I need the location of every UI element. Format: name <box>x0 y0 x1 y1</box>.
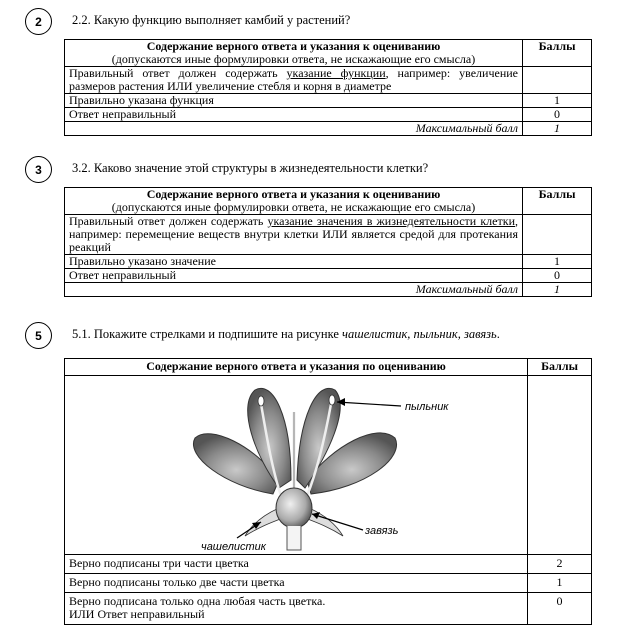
table-row <box>65 108 592 122</box>
figure-cell <box>65 376 528 555</box>
points-cell <box>528 376 592 555</box>
header-title: Содержание верного ответа и указания к оцениванию <box>146 39 441 53</box>
table-row <box>65 593 592 625</box>
table-header-row <box>65 40 592 67</box>
answer-text: Правильный ответ должен содержать <box>69 214 268 228</box>
table-header-content <box>65 40 523 67</box>
table-row <box>65 67 592 94</box>
criterion-cell: Верно подписаны три части цветка <box>65 555 528 574</box>
criterion-cell: Ответ неправильный <box>65 108 523 122</box>
criterion-cell: Ответ неправильный <box>65 269 523 283</box>
max-score-value: 1 <box>523 283 592 297</box>
answer-text: , например: перемещение веществ внутри клетки ИЛИ является средой для протекания реакций <box>69 214 518 254</box>
question-text <box>72 327 500 342</box>
question-prefix: 5.1. Покажите стрелками и подпишите на рисунке <box>72 327 343 341</box>
points-cell <box>523 215 592 255</box>
table-row <box>65 269 592 283</box>
label-sepal: чашелистик <box>201 541 266 553</box>
table-row <box>65 555 592 574</box>
arrow-anther <box>337 402 401 406</box>
criterion-cell: Верно подписаны только две части цветка <box>65 574 528 593</box>
table-header-points: Баллы <box>523 40 592 67</box>
stem <box>287 526 301 550</box>
points-cell: 1 <box>523 94 592 108</box>
answer-table <box>64 39 592 136</box>
table-row <box>65 283 592 297</box>
ovary <box>276 488 312 528</box>
points-cell: 2 <box>528 555 592 574</box>
points-cell: 0 <box>528 593 592 625</box>
answer-text: , например: увеличение размеров растения ИЛИ увеличение стебля и корня в диаметре <box>69 66 518 93</box>
answer-text: Правильный ответ должен содержать <box>69 66 287 80</box>
anther-right <box>329 395 335 405</box>
table-row <box>65 122 592 136</box>
max-score-label: Максимальный балл <box>65 122 523 136</box>
question-text: 3.2. Каково значение этой структуры в жизнедеятельности клетки? <box>72 161 429 175</box>
header-subtitle: (допускаются иные формулировки ответа, не искажающие его смысла) <box>111 52 476 66</box>
points-cell <box>523 67 592 94</box>
anther-left <box>258 396 264 406</box>
table-header-row <box>65 188 592 215</box>
criterion-cell: Правильно указана функция <box>65 94 523 108</box>
table-row <box>65 255 592 269</box>
flower-diagram <box>65 376 527 554</box>
table-header-points: Баллы <box>528 359 592 376</box>
question-suffix: . <box>496 327 500 341</box>
max-score-label: Максимальный балл <box>65 283 523 297</box>
label-anther: пыльник <box>405 401 449 413</box>
answer-table <box>64 358 592 625</box>
answer-underlined: указание функции <box>286 66 386 80</box>
question-number: 5 <box>35 328 42 343</box>
table-header-points: Баллы <box>523 188 592 215</box>
question-number-badge <box>25 156 52 183</box>
header-subtitle: (допускаются иные формулировки ответа, не искажающие его смысла) <box>111 200 476 214</box>
table-row <box>65 574 592 593</box>
header-title: Содержание верного ответа и указания к оцениванию <box>146 187 441 201</box>
label-ovary: завязь <box>365 525 399 537</box>
question-number-badge <box>25 322 52 349</box>
correct-answer-cell <box>65 67 523 94</box>
criterion-line: Верно подписана только одна любая часть цветка. <box>69 594 326 608</box>
max-score-value: 1 <box>523 122 592 136</box>
question-text: 2.2. Какую функцию выполняет камбий у растений? <box>72 13 351 27</box>
table-row <box>65 215 592 255</box>
criterion-line: ИЛИ Ответ неправильный <box>69 607 205 621</box>
table-header-content: Содержание верного ответа и указания по оцениванию <box>65 359 528 376</box>
table-row <box>65 94 592 108</box>
points-cell: 1 <box>523 255 592 269</box>
points-cell: 0 <box>523 108 592 122</box>
points-cell: 0 <box>523 269 592 283</box>
question-number: 2 <box>35 14 42 29</box>
question-number-badge <box>25 8 52 35</box>
criterion-cell: Правильно указано значение <box>65 255 523 269</box>
question-number: 3 <box>35 162 42 177</box>
answer-underlined: указание значения в жизнедеятельности клетки <box>267 214 515 228</box>
question-terms: чашелистик, пыльник, завязь <box>342 327 497 341</box>
points-cell: 1 <box>528 574 592 593</box>
table-header-row <box>65 359 592 376</box>
answer-table <box>64 187 592 297</box>
criterion-cell <box>65 593 528 625</box>
correct-answer-cell <box>65 215 523 255</box>
figure-row <box>65 376 592 555</box>
table-header-content <box>65 188 523 215</box>
